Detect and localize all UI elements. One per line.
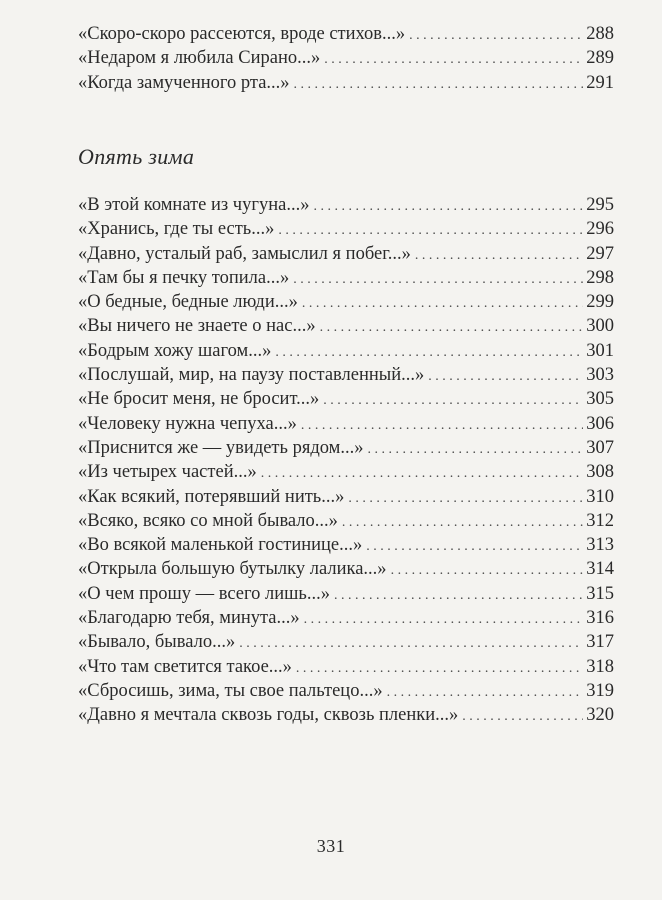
leader-dots xyxy=(323,389,583,413)
toc-entry-page: 317 xyxy=(586,632,614,653)
toc-entry-page: 307 xyxy=(586,437,614,458)
toc-entry-title: «Приснится же — увидеть рядом...» xyxy=(78,437,364,458)
toc-entry-title: «Хранись, где ты есть...» xyxy=(78,219,275,240)
toc-entry-page: 314 xyxy=(586,559,614,580)
leader-dots xyxy=(462,705,583,729)
toc-entry-title: «Человеку нужна чепуха...» xyxy=(78,413,297,434)
leader-dots xyxy=(334,584,583,608)
toc-entry-page: 320 xyxy=(586,705,614,726)
toc-entry-page: 305 xyxy=(586,389,614,410)
leader-dots xyxy=(304,608,584,632)
leader-dots xyxy=(239,632,583,656)
toc-list-previous-section xyxy=(78,22,614,95)
leader-dots xyxy=(391,559,584,583)
toc-entry-page: 310 xyxy=(586,486,614,507)
leader-dots xyxy=(293,268,583,292)
leader-dots xyxy=(348,487,583,511)
section-title: Опять зима xyxy=(78,144,195,169)
leader-dots xyxy=(278,219,583,243)
leader-dots xyxy=(366,535,583,559)
toc-entry-title: «Открыла большую бутылку лалика...» xyxy=(78,559,387,580)
toc-entry-page: 301 xyxy=(586,340,614,361)
toc-entry xyxy=(78,509,614,533)
toc-entry-title: «Когда замученного рта...» xyxy=(78,72,290,93)
toc-entry xyxy=(78,217,614,241)
toc-entry-page: 298 xyxy=(586,267,614,288)
toc-entry xyxy=(78,655,614,679)
toc-list-opyat-zima xyxy=(78,193,614,728)
toc-entry-page: 308 xyxy=(586,462,614,483)
toc-entry-title: «Как всякий, потерявший нить...» xyxy=(78,486,345,507)
leader-dots xyxy=(296,657,583,681)
leader-dots xyxy=(428,365,583,389)
leader-dots xyxy=(313,195,583,219)
toc-entry-title: «В этой комнате из чугуна...» xyxy=(78,195,310,215)
leader-dots xyxy=(302,292,583,316)
toc-entry-page: 299 xyxy=(586,292,614,313)
toc-entry xyxy=(78,557,614,581)
toc-entry-page: 303 xyxy=(586,365,614,386)
toc-entry-title: «Скоро-скоро рассеются, вроде стихов...» xyxy=(78,24,406,44)
toc-entry-page: 313 xyxy=(586,535,614,556)
toc-entry-page: 300 xyxy=(586,316,614,337)
toc-entry-title: «Бодрым хожу шагом...» xyxy=(78,340,272,361)
toc-entry-page: 291 xyxy=(586,72,614,93)
toc-entry-page: 288 xyxy=(586,24,614,44)
toc-entry-title: «О чем прошу — всего лишь...» xyxy=(78,583,330,604)
toc-entry-page: 316 xyxy=(586,608,614,629)
toc-entry xyxy=(78,436,614,460)
toc-entry-title: «Недаром я любила Сирано...» xyxy=(78,48,321,69)
toc-entry-page: 295 xyxy=(586,195,614,215)
toc-entry-title: «Давно я мечтала сквозь годы, сквозь пленки...» xyxy=(78,705,459,726)
toc-entry xyxy=(78,387,614,411)
leader-dots xyxy=(387,681,584,705)
toc-entry xyxy=(78,314,614,338)
toc-entry xyxy=(78,460,614,484)
toc-entry xyxy=(78,339,614,363)
toc-entry-page: 289 xyxy=(586,48,614,69)
toc-entry-page: 297 xyxy=(586,243,614,264)
leader-dots xyxy=(294,73,584,97)
leader-dots xyxy=(275,341,583,365)
toc-entry-page: 318 xyxy=(586,656,614,677)
page-number: 331 xyxy=(316,836,346,856)
leader-dots xyxy=(342,511,583,535)
toc-entry xyxy=(78,290,614,314)
toc-entry xyxy=(78,46,614,70)
leader-dots xyxy=(261,462,584,486)
leader-dots xyxy=(409,24,583,48)
toc-entry xyxy=(78,266,614,290)
toc-entry xyxy=(78,582,614,606)
toc-entry-title: «Сбросишь, зима, ты свое пальтецо...» xyxy=(78,680,383,701)
toc-entry xyxy=(78,242,614,266)
toc-entry xyxy=(78,533,614,557)
toc-entry-page: 296 xyxy=(586,219,614,240)
toc-entry-title: «Не бросит меня, не бросит...» xyxy=(78,389,320,410)
toc-entry-title: «Вы ничего не знаете о нас...» xyxy=(78,316,316,337)
toc-entry-page: 319 xyxy=(586,680,614,701)
toc-entry xyxy=(78,363,614,387)
toc-entry-title: «Там бы я печку топила...» xyxy=(78,267,290,288)
toc-entry-title: «О бедные, бедные люди...» xyxy=(78,292,298,313)
toc-entry xyxy=(78,703,614,727)
toc-entry-title: «Из четырех частей...» xyxy=(78,462,257,483)
toc-entry xyxy=(78,606,614,630)
toc-entry xyxy=(78,22,614,46)
toc-entry xyxy=(78,71,614,95)
toc-entry-page: 312 xyxy=(586,510,614,531)
toc-entry-title: «Давно, усталый раб, замыслил я побег...» xyxy=(78,243,411,264)
toc-entry-title: «Благодарю тебя, минута...» xyxy=(78,608,300,629)
leader-dots xyxy=(301,414,583,438)
toc-entry-title: «Послушай, мир, на паузу поставленный...» xyxy=(78,365,425,386)
toc-entry-page: 306 xyxy=(586,413,614,434)
toc-entry xyxy=(78,485,614,509)
toc-entry-title: «Бывало, бывало...» xyxy=(78,632,236,653)
toc-entry-title: «Всяко, всяко со мной бывало...» xyxy=(78,510,338,531)
toc-entry-title: «Что там светится такое...» xyxy=(78,656,292,677)
toc-entry xyxy=(78,412,614,436)
toc-entry xyxy=(78,193,614,217)
toc-entry xyxy=(78,630,614,654)
leader-dots xyxy=(324,48,583,72)
toc-entry-title: «Во всякой маленькой гостинице...» xyxy=(78,535,363,556)
leader-dots xyxy=(320,316,584,340)
leader-dots xyxy=(368,438,584,462)
toc-entry-page: 315 xyxy=(586,583,614,604)
leader-dots xyxy=(415,244,583,268)
toc-entry xyxy=(78,679,614,703)
